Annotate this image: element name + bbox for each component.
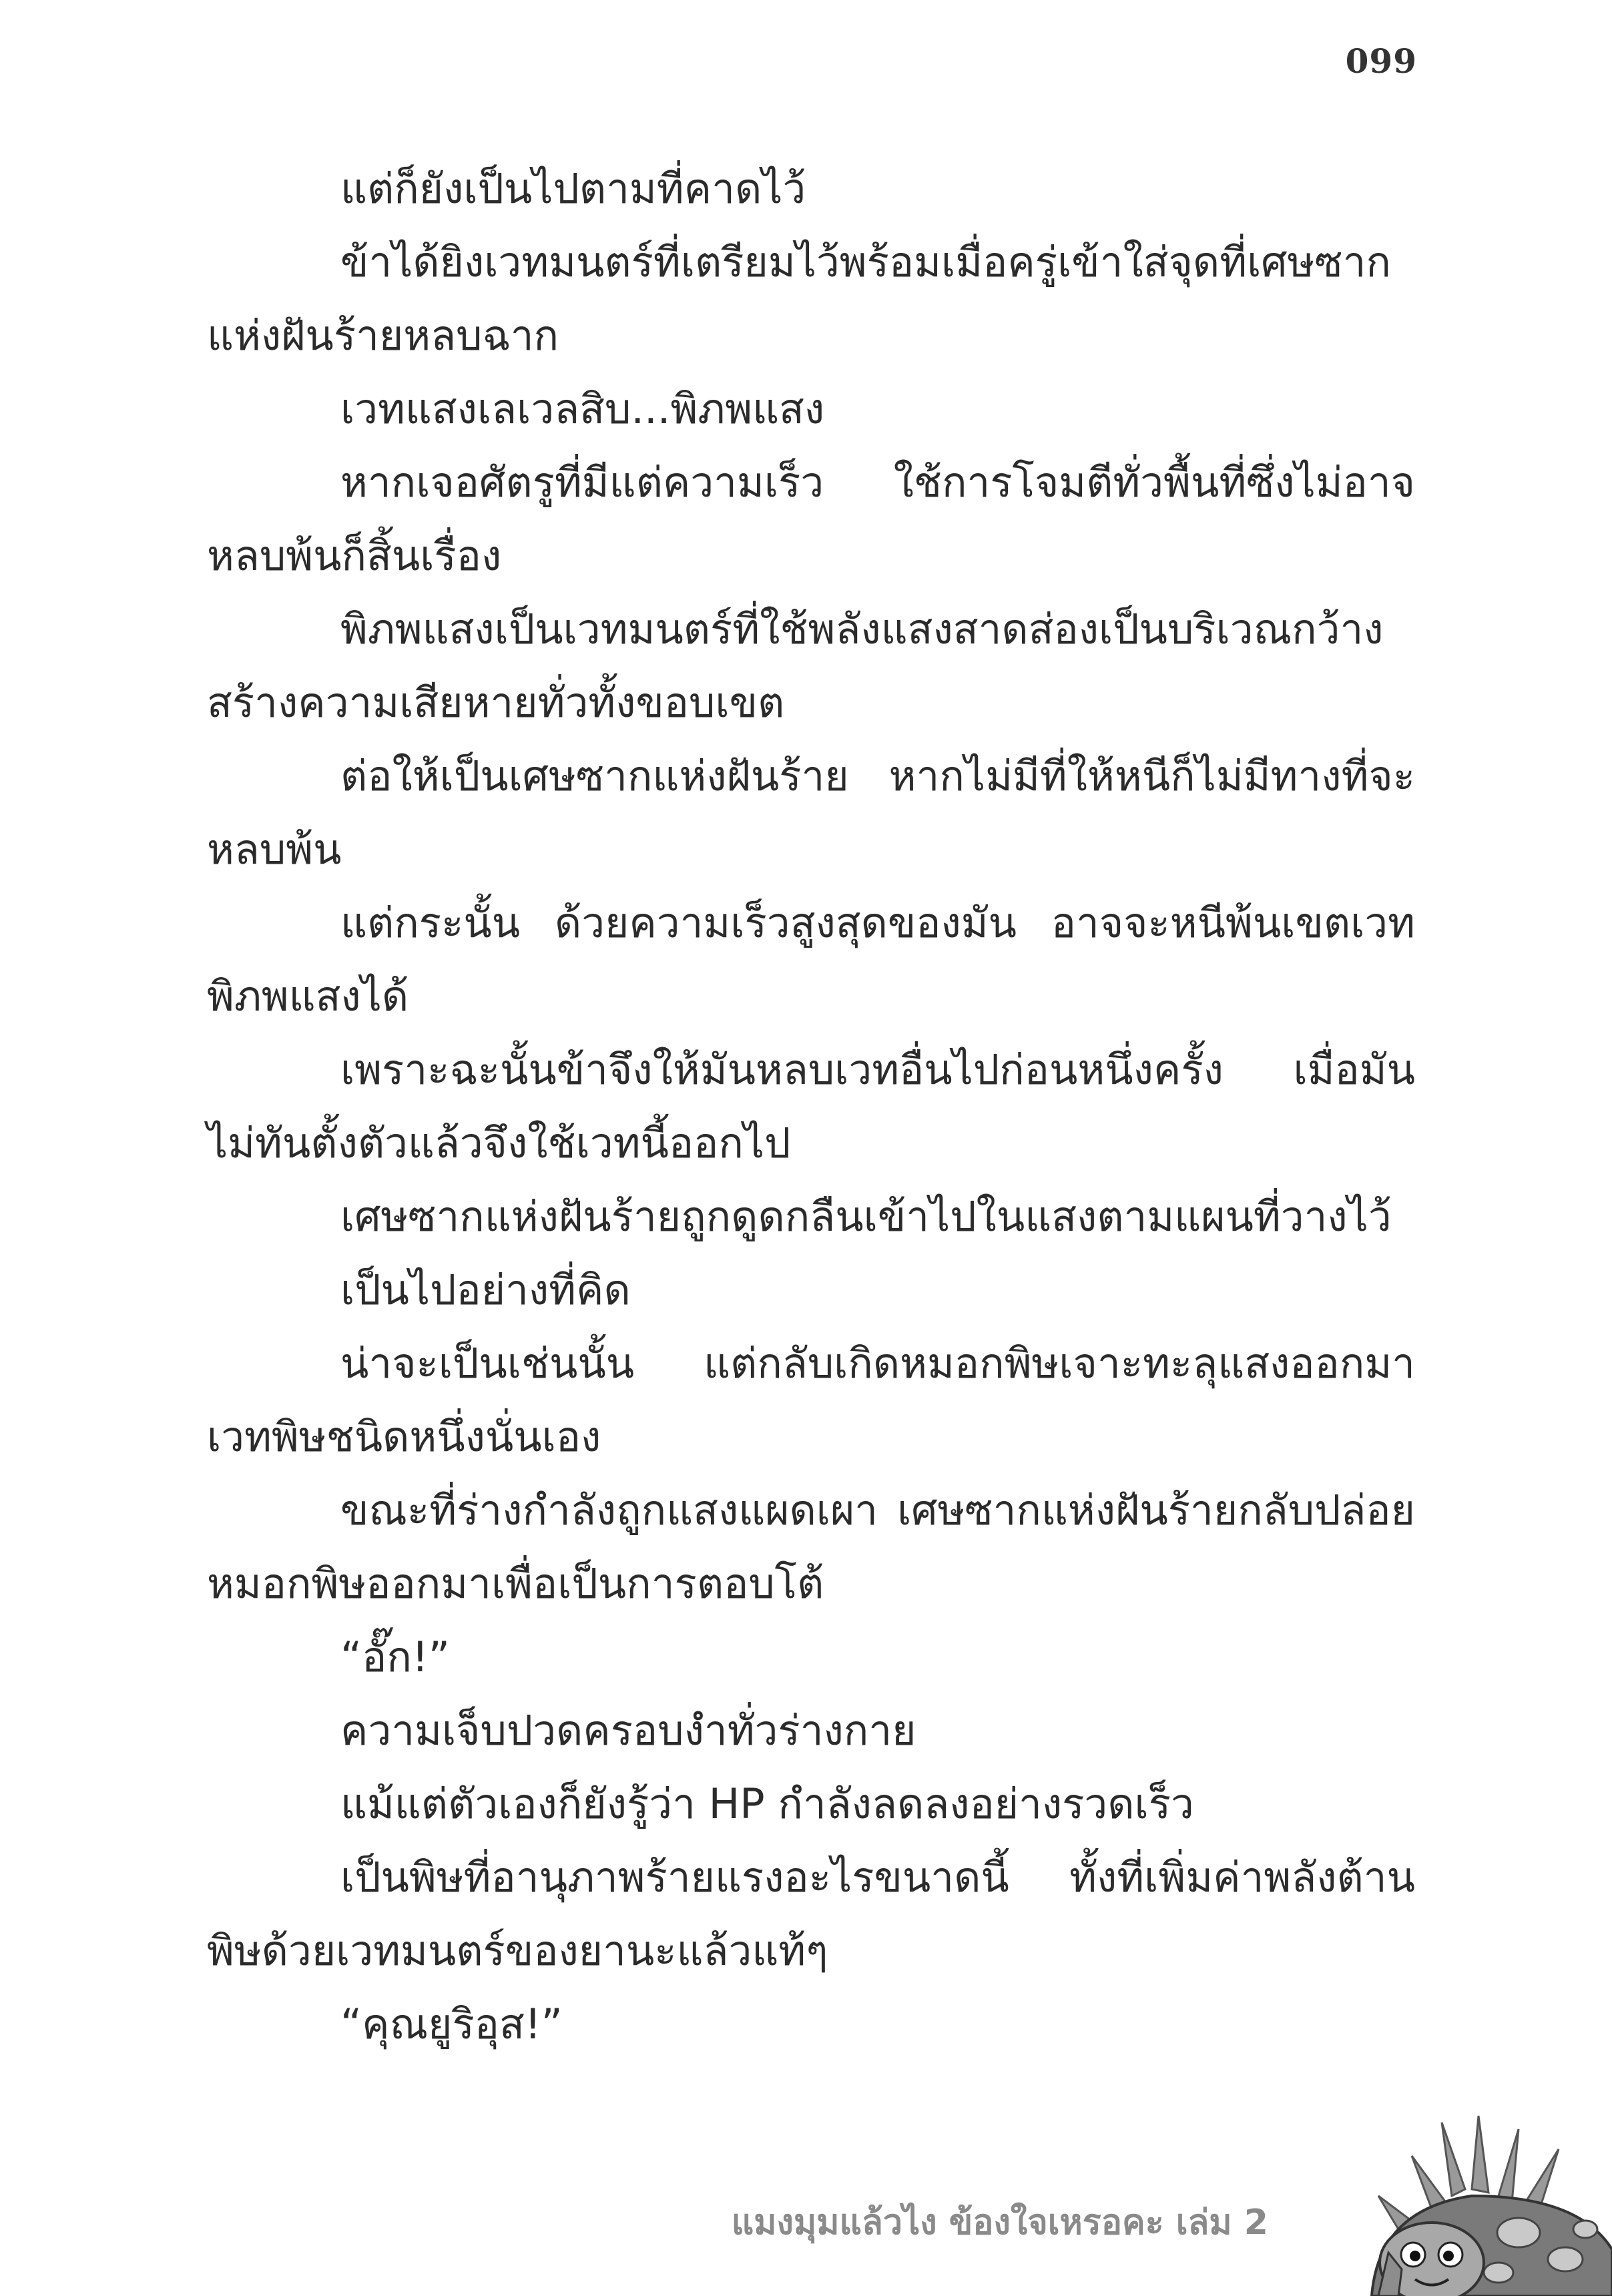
- paragraph: เป็นไปอย่างที่คิด: [340, 1265, 631, 1314]
- paragraph: แต่ก็ยังเป็นไปตามที่คาดไว้: [340, 164, 806, 213]
- paragraph: น่าจะเป็นเช่นนั้น แต่กลับเกิดหมอกพิษเจาะทะลุแสงออกมา เวทพิษชนิดหนึ่งนั่นเอง: [207, 1339, 1415, 1461]
- body-text: [207, 152, 1415, 2061]
- paragraph: เพราะฉะนั้นข้าจึงให้มันหลบเวทอื่นไปก่อนหนึ่งครั้ง เมื่อมันไม่ทันตั้งตัวแล้วจึงใช้เวทนี้ออกไป: [207, 1045, 1415, 1167]
- paragraph: แม้แต่ตัวเองก็ยังรู้ว่า HP กำลังลดลงอย่างรวดเร็ว: [340, 1779, 1194, 1828]
- paragraph: ต่อให้เป็นเศษซากแห่งฝันร้าย หากไม่มีที่ให้หนีก็ไม่มีทางที่จะหลบพ้น: [207, 752, 1415, 874]
- spider-mascot-icon: [1298, 2096, 1612, 2296]
- paragraph: ความเจ็บปวดครอบงำทั่วร่างกาย: [340, 1706, 916, 1755]
- page-number: 099: [1345, 41, 1417, 81]
- paragraph: เศษซากแห่งฝันร้ายถูกดูดกลืนเข้าไปในแสงตามแผนที่วางไว้: [340, 1192, 1392, 1241]
- paragraph: เวทแสงเลเวลสิบ...พิภพแสง: [340, 384, 825, 433]
- paragraph: พิภพแสงเป็นเวทมนตร์ที่ใช้พลังแสงสาดส่องเป็นบริเวณกว้างสร้างความเสียหายทั่วทั้งขอบเขต: [207, 605, 1384, 727]
- paragraph: ขณะที่ร่างกำลังถูกแสงแผดเผา เศษซากแห่งฝันร้ายกลับปล่อยหมอกพิษออกมาเพื่อเป็นการตอบโต้: [207, 1486, 1415, 1608]
- paragraph: เป็นพิษที่อานุภาพร้ายแรงอะไรขนาดนี้ ทั้งที่เพิ่มค่าพลังต้านพิษด้วยเวทมนตร์ของยานะแล้วแท้ๆ: [207, 1853, 1415, 1975]
- paragraph: “คุณยูริอุส!”: [340, 2000, 563, 2048]
- book-title: แมงมุมแล้วไง ข้องใจเหรอคะ เล่ม 2: [731, 2203, 1268, 2243]
- footer: [0, 2096, 1612, 2296]
- paragraph: หากเจอศัตรูที่มีแต่ความเร็ว ใช้การโจมตีทั่วพื้นที่ซึ่งไม่อาจหลบพ้นก็สิ้นเรื่อง: [207, 458, 1415, 580]
- paragraph: ข้าได้ยิงเวทมนตร์ที่เตรียมไว้พร้อมเมื่อครู่เข้าใส่จุดที่เศษซากแห่งฝันร้ายหลบฉาก: [207, 238, 1391, 360]
- paragraph: “อั๊ก!”: [340, 1633, 450, 1681]
- paragraph: แต่กระนั้น ด้วยความเร็วสูงสุดของมัน อาจจะหนีพ้นเขตเวทพิภพแสงได้: [207, 898, 1415, 1021]
